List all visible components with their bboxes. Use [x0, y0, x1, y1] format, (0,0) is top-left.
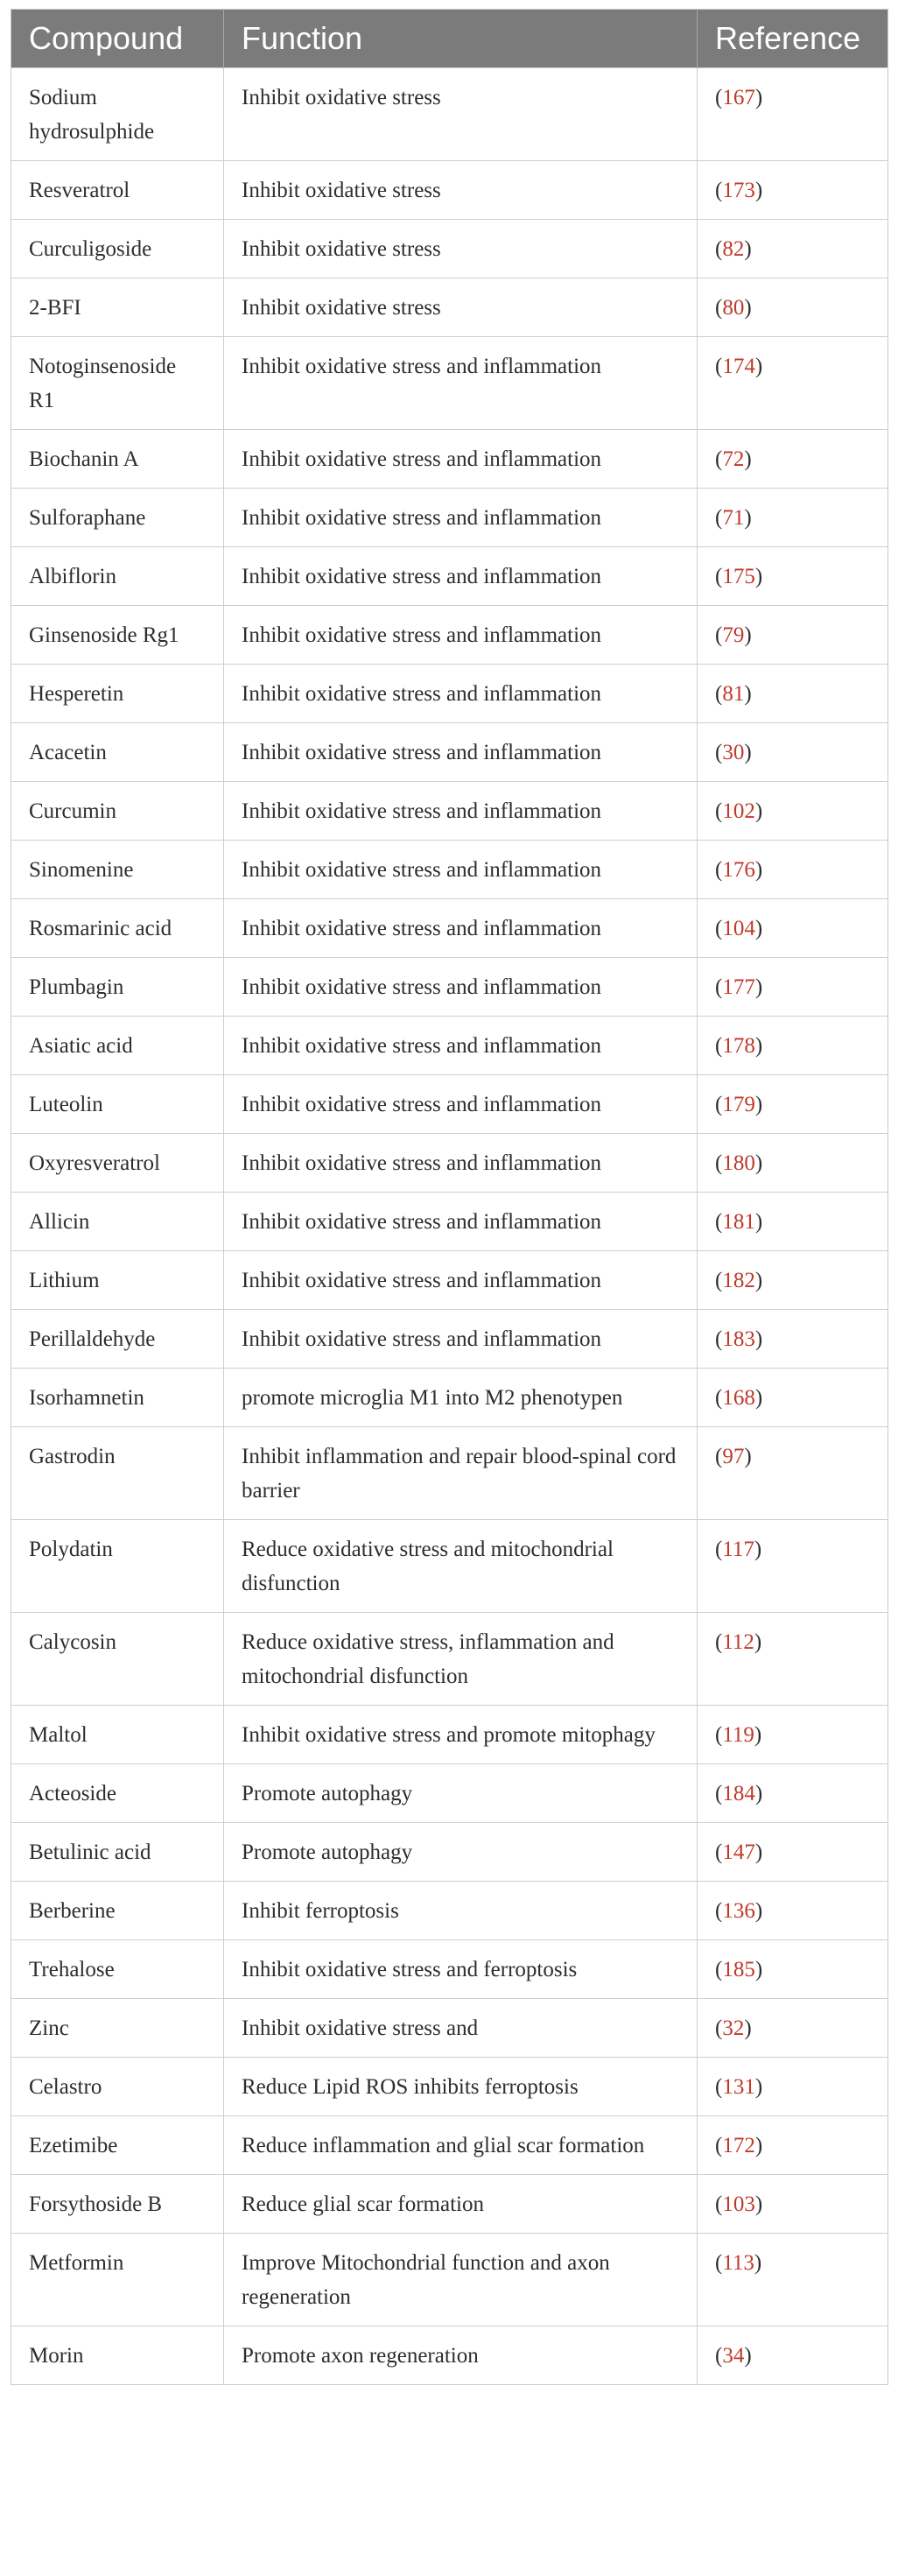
reference-cell: (172) [698, 2116, 888, 2175]
reference-cell: (104) [698, 899, 888, 958]
function-cell: Inhibit oxidative stress and inflammation [224, 337, 698, 430]
reference-cell: (136) [698, 1882, 888, 1940]
compound-cell: Zinc [11, 1999, 224, 2058]
compound-cell: Allicin [11, 1193, 224, 1251]
compound-cell: Isorhamnetin [11, 1369, 224, 1427]
reference-link[interactable]: 81 [722, 682, 745, 706]
compound-cell: Biochanin A [11, 430, 224, 489]
reference-link[interactable]: 184 [722, 1782, 755, 1805]
compound-cell: Hesperetin [11, 665, 224, 723]
table-row [11, 723, 888, 782]
compound-cell: Acteoside [11, 1764, 224, 1823]
function-cell: Inhibit oxidative stress and inflammation [224, 1193, 698, 1251]
reference-cell: (113) [698, 2234, 888, 2326]
compound-cell: Calycosin [11, 1613, 224, 1706]
compound-cell: Polydatin [11, 1520, 224, 1613]
compound-cell: Plumbagin [11, 958, 224, 1017]
table-row [11, 2234, 888, 2326]
table-row [11, 1251, 888, 1310]
function-cell: Promote autophagy [224, 1823, 698, 1882]
reference-cell: (182) [698, 1251, 888, 1310]
table-row [11, 606, 888, 665]
function-cell: Inhibit oxidative stress [224, 68, 698, 161]
function-cell: Inhibit oxidative stress and inflammation [224, 782, 698, 841]
function-cell: Promote axon regeneration [224, 2326, 698, 2385]
reference-cell: (102) [698, 782, 888, 841]
compound-cell: Rosmarinic acid [11, 899, 224, 958]
compound-cell: Celastro [11, 2058, 224, 2116]
reference-cell: (79) [698, 606, 888, 665]
function-cell: Reduce oxidative stress and mitochondrial disfunction [224, 1520, 698, 1613]
reference-cell: (177) [698, 958, 888, 1017]
reference-link[interactable]: 103 [722, 2192, 755, 2216]
table-row [11, 2058, 888, 2116]
reference-cell: (119) [698, 1706, 888, 1764]
table-row [11, 1427, 888, 1520]
table-header [11, 10, 888, 68]
compound-cell: Curculigoside [11, 220, 224, 278]
reference-cell: (184) [698, 1764, 888, 1823]
reference-link[interactable]: 185 [722, 1958, 755, 1981]
compound-cell: Maltol [11, 1706, 224, 1764]
reference-link[interactable]: 147 [722, 1841, 755, 1864]
function-cell: Inhibit oxidative stress [224, 278, 698, 337]
compound-cell: Betulinic acid [11, 1823, 224, 1882]
table-row [11, 1369, 888, 1427]
table-row [11, 2116, 888, 2175]
reference-link[interactable]: 32 [722, 2016, 745, 2040]
compound-cell: Sulforaphane [11, 489, 224, 547]
table-row [11, 1310, 888, 1369]
reference-link[interactable]: 34 [722, 2344, 745, 2368]
table-row [11, 2326, 888, 2385]
function-cell: Inhibit oxidative stress and inflammation [224, 1134, 698, 1193]
reference-cell: (30) [698, 723, 888, 782]
reference-cell: (112) [698, 1613, 888, 1706]
reference-link[interactable]: 136 [722, 1899, 755, 1923]
function-cell: Inhibit oxidative stress and inflammation [224, 841, 698, 899]
function-cell: Inhibit oxidative stress and inflammation [224, 606, 698, 665]
function-cell: Inhibit oxidative stress [224, 161, 698, 220]
function-cell: Inhibit oxidative stress and inflammation [224, 1251, 698, 1310]
table-row [11, 958, 888, 1017]
reference-link[interactable]: 168 [722, 1386, 755, 1410]
reference-link[interactable]: 183 [722, 1327, 755, 1351]
reference-cell: (71) [698, 489, 888, 547]
function-cell: Promote autophagy [224, 1764, 698, 1823]
compound-cell: Forsythoside B [11, 2175, 224, 2234]
table-row [11, 547, 888, 606]
compound-cell: Resveratrol [11, 161, 224, 220]
reference-link[interactable]: 82 [722, 237, 745, 261]
reference-link[interactable]: 182 [722, 1269, 755, 1292]
reference-link[interactable]: 179 [722, 1093, 755, 1116]
compound-cell: Metformin [11, 2234, 224, 2326]
reference-link[interactable]: 173 [722, 179, 755, 202]
header-reference: Reference [698, 10, 888, 68]
table-row [11, 278, 888, 337]
function-cell: Inhibit inflammation and repair blood-spinal cord barrier [224, 1427, 698, 1520]
reference-link[interactable]: 167 [722, 86, 755, 109]
compound-cell: Lithium [11, 1251, 224, 1310]
reference-link[interactable]: 177 [722, 975, 755, 999]
compound-cell: Berberine [11, 1882, 224, 1940]
table-row [11, 220, 888, 278]
reference-cell: (32) [698, 1999, 888, 2058]
reference-cell: (72) [698, 430, 888, 489]
table-row [11, 430, 888, 489]
function-cell: Inhibit oxidative stress and inflammation [224, 665, 698, 723]
table-row [11, 161, 888, 220]
reference-cell: (185) [698, 1940, 888, 1999]
header-compound: Compound [11, 10, 224, 68]
compound-cell: Notoginsenoside R1 [11, 337, 224, 430]
table-row [11, 1520, 888, 1613]
reference-cell: (168) [698, 1369, 888, 1427]
compound-table [11, 9, 888, 2385]
reference-link[interactable]: 104 [722, 917, 755, 940]
table-row [11, 665, 888, 723]
reference-cell: (174) [698, 337, 888, 430]
reference-cell: (178) [698, 1017, 888, 1075]
table-body [11, 68, 888, 2385]
reference-link[interactable]: 113 [722, 2251, 754, 2275]
function-cell: Reduce inflammation and glial scar formation [224, 2116, 698, 2175]
reference-cell: (80) [698, 278, 888, 337]
function-cell: Inhibit oxidative stress and ferroptosis [224, 1940, 698, 1999]
reference-link[interactable]: 178 [722, 1034, 755, 1058]
reference-cell: (183) [698, 1310, 888, 1369]
table-row [11, 1134, 888, 1193]
reference-link[interactable]: 71 [722, 506, 745, 530]
table-row [11, 782, 888, 841]
table-row [11, 1706, 888, 1764]
header-function: Function [224, 10, 698, 68]
reference-link[interactable]: 30 [722, 741, 745, 764]
compound-cell: Acacetin [11, 723, 224, 782]
reference-link[interactable]: 97 [722, 1445, 745, 1468]
table-row [11, 1764, 888, 1823]
compound-cell: Trehalose [11, 1940, 224, 1999]
reference-cell: (147) [698, 1823, 888, 1882]
table-row [11, 1075, 888, 1134]
table-row [11, 1017, 888, 1075]
reference-cell: (181) [698, 1193, 888, 1251]
reference-cell: (131) [698, 2058, 888, 2116]
function-cell: Inhibit oxidative stress and inflammation [224, 723, 698, 782]
compound-cell: Luteolin [11, 1075, 224, 1134]
function-cell: Inhibit oxidative stress and inflammation [224, 547, 698, 606]
table-row [11, 1940, 888, 1999]
function-cell: Inhibit oxidative stress and inflammation [224, 1310, 698, 1369]
table-row [11, 899, 888, 958]
function-cell: Inhibit oxidative stress [224, 220, 698, 278]
function-cell: Improve Mitochondrial function and axon regeneration [224, 2234, 698, 2326]
table-row [11, 2175, 888, 2234]
table-row [11, 337, 888, 430]
compound-cell: Ginsenoside Rg1 [11, 606, 224, 665]
function-cell: Inhibit oxidative stress and inflammation [224, 430, 698, 489]
function-cell: Inhibit oxidative stress and [224, 1999, 698, 2058]
function-cell: Inhibit oxidative stress and promote mitophagy [224, 1706, 698, 1764]
compound-cell: Sodium hydrosulphide [11, 68, 224, 161]
compound-cell: Curcumin [11, 782, 224, 841]
table-row [11, 1193, 888, 1251]
reference-link[interactable]: 174 [722, 355, 755, 378]
reference-cell: (176) [698, 841, 888, 899]
reference-link[interactable]: 175 [722, 565, 755, 588]
reference-link[interactable]: 180 [722, 1151, 755, 1175]
reference-link[interactable]: 172 [722, 2134, 755, 2157]
compound-cell: Perillaldehyde [11, 1310, 224, 1369]
compound-cell: Sinomenine [11, 841, 224, 899]
function-cell: Inhibit ferroptosis [224, 1882, 698, 1940]
function-cell: Inhibit oxidative stress and inflammation [224, 489, 698, 547]
reference-link[interactable]: 119 [722, 1723, 754, 1747]
reference-link[interactable]: 102 [722, 799, 755, 823]
reference-link[interactable]: 79 [722, 623, 745, 647]
function-cell: Inhibit oxidative stress and inflammation [224, 958, 698, 1017]
reference-link[interactable]: 112 [722, 1630, 754, 1654]
reference-link[interactable]: 80 [722, 296, 745, 320]
table-row [11, 68, 888, 161]
reference-cell: (173) [698, 161, 888, 220]
reference-link[interactable]: 176 [722, 858, 755, 882]
compound-cell: Ezetimibe [11, 2116, 224, 2175]
function-cell: Inhibit oxidative stress and inflammation [224, 899, 698, 958]
reference-cell: (175) [698, 547, 888, 606]
reference-link[interactable]: 117 [722, 1538, 754, 1561]
table-row [11, 1999, 888, 2058]
reference-cell: (97) [698, 1427, 888, 1520]
compound-cell: Oxyresveratrol [11, 1134, 224, 1193]
header-row [11, 10, 888, 68]
reference-cell: (117) [698, 1520, 888, 1613]
function-cell: Inhibit oxidative stress and inflammation [224, 1075, 698, 1134]
compound-cell: 2-BFI [11, 278, 224, 337]
table-row [11, 841, 888, 899]
reference-cell: (34) [698, 2326, 888, 2385]
table-row [11, 1882, 888, 1940]
reference-cell: (179) [698, 1075, 888, 1134]
reference-cell: (81) [698, 665, 888, 723]
function-cell: Inhibit oxidative stress and inflammation [224, 1017, 698, 1075]
function-cell: Reduce Lipid ROS inhibits ferroptosis [224, 2058, 698, 2116]
reference-link[interactable]: 131 [722, 2075, 755, 2099]
table-row [11, 489, 888, 547]
compound-cell: Morin [11, 2326, 224, 2385]
table-row [11, 1613, 888, 1706]
reference-cell: (82) [698, 220, 888, 278]
compound-cell: Gastrodin [11, 1427, 224, 1520]
reference-cell: (180) [698, 1134, 888, 1193]
reference-cell: (167) [698, 68, 888, 161]
compound-cell: Albiflorin [11, 547, 224, 606]
reference-link[interactable]: 181 [722, 1210, 755, 1234]
reference-cell: (103) [698, 2175, 888, 2234]
table-row [11, 1823, 888, 1882]
reference-link[interactable]: 72 [722, 447, 745, 471]
compound-cell: Asiatic acid [11, 1017, 224, 1075]
function-cell: Reduce glial scar formation [224, 2175, 698, 2234]
function-cell: promote microglia M1 into M2 phenotypen [224, 1369, 698, 1427]
function-cell: Reduce oxidative stress, inflammation and mitochondrial disfunction [224, 1613, 698, 1706]
